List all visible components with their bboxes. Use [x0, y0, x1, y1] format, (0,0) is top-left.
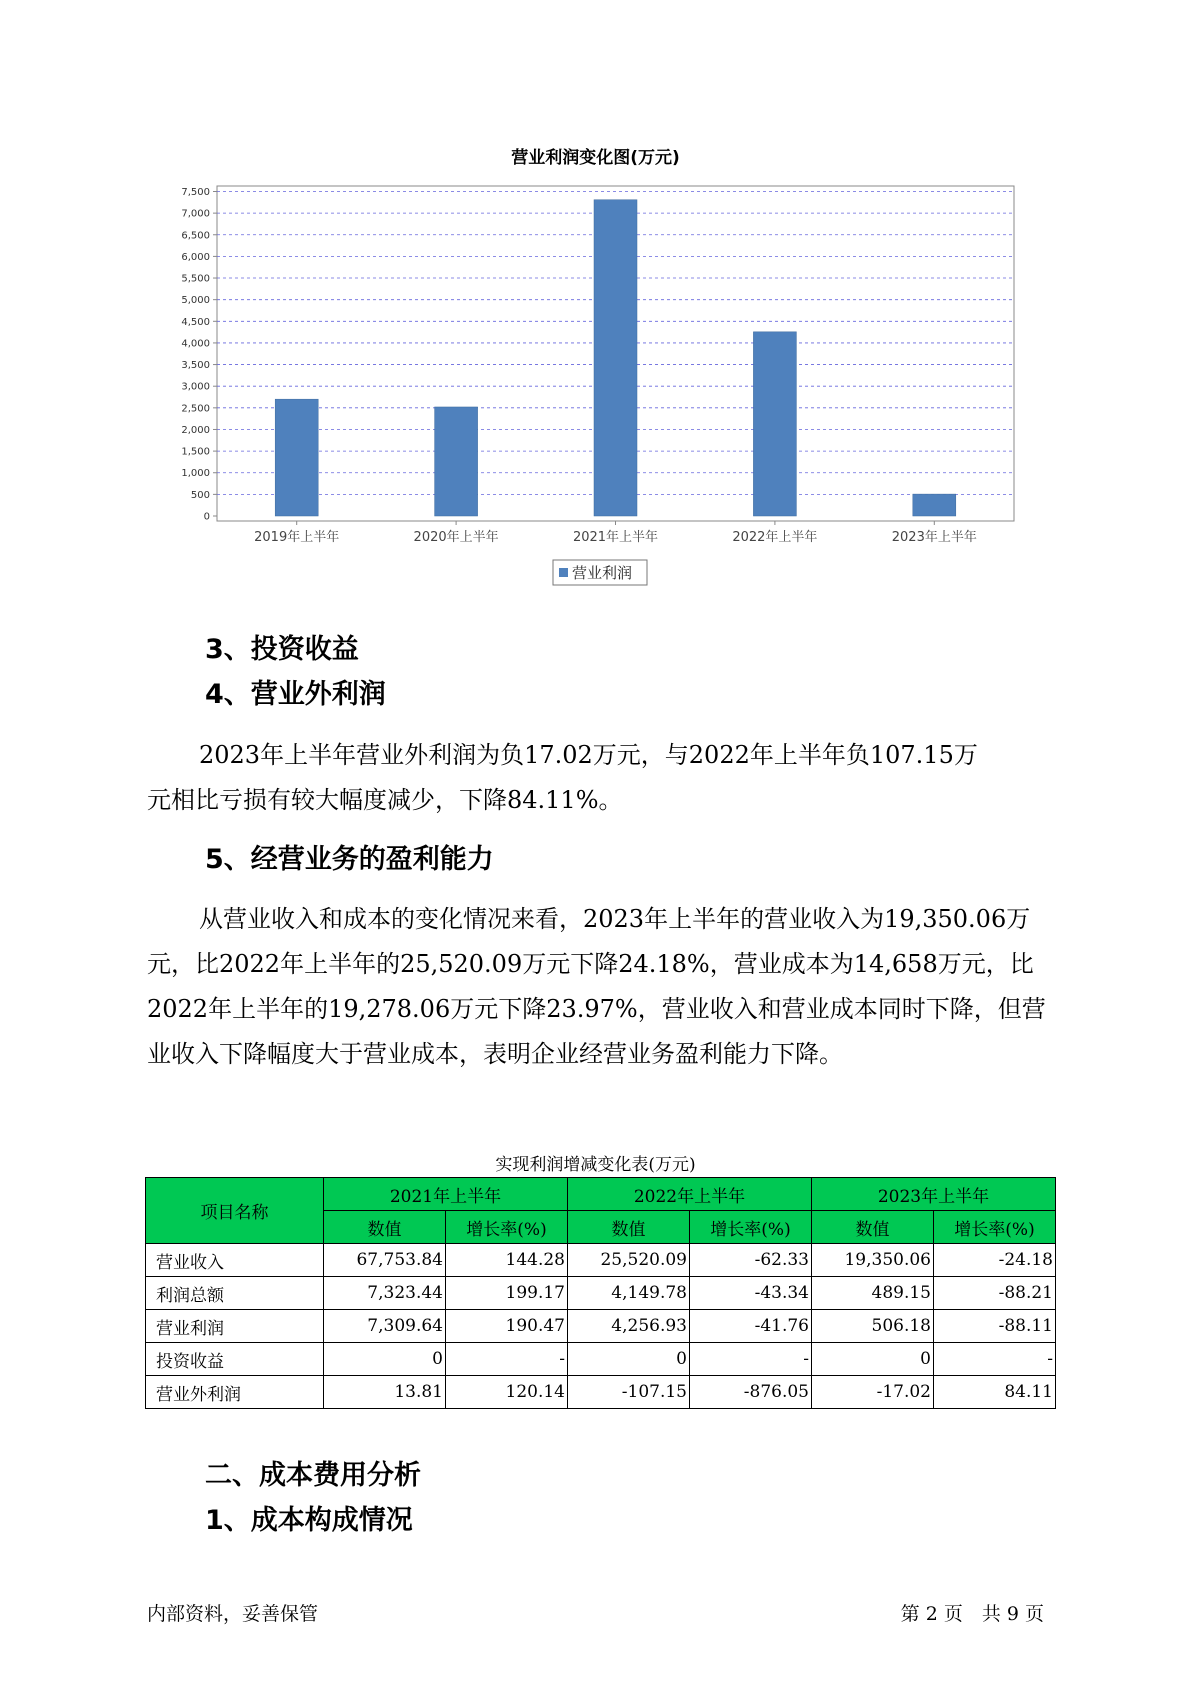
bar — [753, 332, 796, 516]
heading-non-operating-profit: 4、营业外利润 — [205, 679, 386, 710]
table-cell: -43.34 — [690, 1277, 812, 1310]
table-row — [146, 1277, 1056, 1310]
y-tick-label: 500 — [190, 489, 210, 501]
y-tick-label: 6,000 — [181, 251, 210, 263]
table-row — [146, 1376, 1056, 1409]
table-cell: - — [690, 1343, 812, 1376]
table-cell: 489.15 — [812, 1277, 934, 1310]
table-cell: -62.33 — [690, 1244, 812, 1277]
row-label: 投资收益 — [146, 1343, 324, 1376]
operating-profit-bar-chart — [0, 0, 1191, 600]
footer-confidential: 内部资料，妥善保管 — [147, 1603, 319, 1625]
x-tick-label: 2020年上半年 — [413, 530, 499, 545]
table-title: 实现利润增减变化表(万元) — [495, 1155, 696, 1175]
paragraph-profitability — [147, 897, 1052, 1077]
y-tick-label: 2,500 — [181, 403, 210, 415]
table-cell: 0 — [812, 1343, 934, 1376]
table-row — [146, 1244, 1056, 1277]
legend-swatch — [559, 568, 568, 577]
table-cell: -876.05 — [690, 1376, 812, 1409]
period-header: 2023年上半年 — [812, 1178, 1056, 1211]
table-cell: 506.18 — [812, 1310, 934, 1343]
y-tick-label: 5,500 — [181, 273, 210, 285]
table-cell: 0 — [568, 1343, 690, 1376]
y-tick-label: 4,500 — [181, 316, 210, 328]
paragraph-text: 从营业收入和成本的变化情况来看，2023年上半年的营业收入为19,350.06万元，比2022年上半年的25,520.09万元下降24.18%，营业成本为14,658万元，比2022年上半年的19,278.06万元下降23.97%，营业收入和营业成本同时下降，但营业收入下降幅度大于营业成本，表明企业经营业务盈利能力下降。 — [147, 905, 1046, 1068]
y-tick-label: 5,000 — [181, 295, 210, 307]
x-tick-label: 2022年上半年 — [732, 530, 818, 545]
table-cell: -88.11 — [934, 1310, 1056, 1343]
x-tick-label: 2023年上半年 — [891, 530, 977, 545]
y-tick-label: 0 — [203, 511, 210, 523]
table-cell: 19,350.06 — [812, 1244, 934, 1277]
table-cell: -41.76 — [690, 1310, 812, 1343]
paragraph-non-operating-profit — [147, 733, 1052, 823]
y-tick-label: 3,500 — [181, 360, 210, 372]
growth-header: 增长率(%) — [690, 1211, 812, 1244]
row-label: 营业利润 — [146, 1310, 324, 1343]
y-tick-label: 1,000 — [181, 468, 210, 480]
table-cell: 4,256.93 — [568, 1310, 690, 1343]
table-cell: -24.18 — [934, 1244, 1056, 1277]
table-cell: 4,149.78 — [568, 1277, 690, 1310]
bar — [435, 407, 478, 516]
row-label: 利润总额 — [146, 1277, 324, 1310]
paragraph-line: 2023年上半年营业外利润为负17.02万元，与2022年上半年负107.15万 — [199, 741, 978, 769]
x-tick-label: 2019年上半年 — [254, 530, 340, 545]
table-cell: - — [934, 1343, 1056, 1376]
heading-profitability: 5、经营业务的盈利能力 — [205, 844, 494, 875]
table-cell: - — [446, 1343, 568, 1376]
growth-header: 增长率(%) — [446, 1211, 568, 1244]
bar — [913, 494, 956, 516]
chart-title: 营业利润变化图(万元) — [511, 148, 680, 168]
table-cell: -107.15 — [568, 1376, 690, 1409]
y-tick-label: 7,500 — [181, 187, 210, 198]
heading-cost-structure: 1、成本构成情况 — [205, 1505, 413, 1536]
y-tick-label: 1,500 — [181, 446, 210, 458]
y-tick-label: 7,000 — [181, 208, 210, 220]
value-header: 数值 — [568, 1211, 690, 1244]
table-cell: 67,753.84 — [324, 1244, 446, 1277]
value-header: 数值 — [812, 1211, 934, 1244]
row-label: 营业外利润 — [146, 1376, 324, 1409]
period-header: 2022年上半年 — [568, 1178, 812, 1211]
table-cell: -88.21 — [934, 1277, 1056, 1310]
y-tick-label: 4,000 — [181, 338, 210, 350]
table-cell: 13.81 — [324, 1376, 446, 1409]
table-cell: 25,520.09 — [568, 1244, 690, 1277]
profit-change-table — [145, 1177, 1056, 1409]
period-header: 2021年上半年 — [324, 1178, 568, 1211]
table-cell: 7,309.64 — [324, 1310, 446, 1343]
heading-cost-analysis: 二、成本费用分析 — [205, 1460, 421, 1491]
item-name-header: 项目名称 — [146, 1178, 324, 1244]
bar — [275, 399, 318, 516]
table-cell: -17.02 — [812, 1376, 934, 1409]
table-row — [146, 1343, 1056, 1376]
x-tick-label: 2021年上半年 — [572, 530, 659, 545]
value-header: 数值 — [324, 1211, 446, 1244]
paragraph-line: 元相比亏损有较大幅度减少，下降84.11%。 — [147, 786, 623, 814]
y-tick-label: 3,000 — [181, 381, 210, 393]
y-tick-label: 2,000 — [181, 424, 210, 436]
table-cell: 0 — [324, 1343, 446, 1376]
table-cell: 7,323.44 — [324, 1277, 446, 1310]
growth-header: 增长率(%) — [934, 1211, 1056, 1244]
table-cell: 120.14 — [446, 1376, 568, 1409]
bar — [594, 200, 637, 516]
footer-page-number: 第 2 页 共 9 页 — [900, 1603, 1044, 1625]
y-tick-label: 6,500 — [181, 230, 210, 242]
table-cell: 144.28 — [446, 1244, 568, 1277]
table-row — [146, 1310, 1056, 1343]
heading-investment-income: 3、投资收益 — [205, 634, 359, 665]
row-label: 营业收入 — [146, 1244, 324, 1277]
legend-label: 营业利润 — [572, 564, 633, 582]
table-cell: 190.47 — [446, 1310, 568, 1343]
table-cell: 84.11 — [934, 1376, 1056, 1409]
table-cell: 199.17 — [446, 1277, 568, 1310]
